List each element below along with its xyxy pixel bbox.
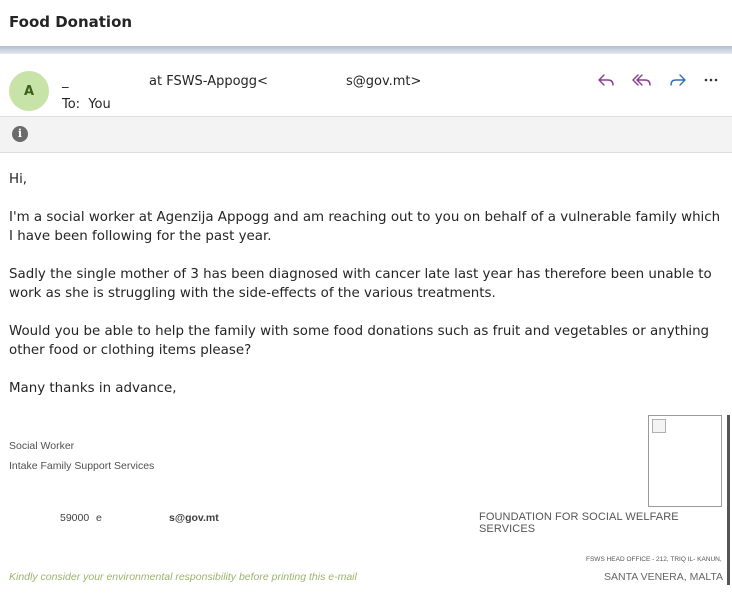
- office-city: SANTA VENERA, MALTA: [604, 571, 724, 583]
- office-address: FSWS HEAD OFFICE - 212, TRIQ IL- KANUN,: [586, 556, 722, 563]
- signature-email[interactable]: s@gov.mt: [169, 512, 219, 524]
- more-options-button[interactable]: [700, 68, 722, 92]
- avatar-initial: A: [23, 83, 35, 99]
- signature-phone: 59000: [60, 512, 90, 524]
- sender-name-prefix: _: [62, 74, 69, 89]
- environment-note: Kindly consider your environmental responsibility before printing this e-mail: [9, 571, 357, 583]
- info-icon[interactable]: i: [12, 126, 28, 142]
- body-paragraph: I'm a social worker at Agenzija Appogg and am reaching out to you on behalf of a vulnerable family which I have been following for the past year.: [9, 209, 721, 244]
- sender-line[interactable]: [62, 74, 421, 89]
- sender-avatar[interactable]: [9, 71, 49, 111]
- signature-department: Intake Family Support Services: [9, 460, 155, 472]
- reply-all-button[interactable]: [624, 68, 660, 92]
- body-paragraph: Sadly the single mother of 3 has been diagnosed with cancer late last year has therefore been unable to work as she is struggling with the side-effects of the various treatments.: [9, 266, 712, 301]
- signature-role: Social Worker: [9, 440, 75, 452]
- foundation-name: FOUNDATION FOR SOCIAL WELFARE SERVICES: [479, 511, 679, 535]
- forward-button[interactable]: [660, 68, 696, 92]
- greeting: Hi,: [9, 172, 28, 187]
- reply-button[interactable]: [588, 68, 624, 92]
- more-horizontal-icon: [704, 78, 718, 82]
- reply-icon: [596, 72, 616, 88]
- header-divider-band: [0, 46, 732, 54]
- sender-email: s@gov.mt>: [345, 74, 422, 89]
- signature-email-label: e: [96, 512, 102, 524]
- subject-bar: [0, 0, 732, 46]
- email-subject: Food Donation: [9, 13, 133, 31]
- sender-name-suffix: at FSWS-Appogg<: [149, 74, 268, 89]
- signature-logo-placeholder: [648, 415, 722, 507]
- broken-image-icon: [652, 419, 666, 433]
- to-value[interactable]: You: [88, 97, 111, 112]
- message-body: [9, 170, 725, 416]
- signature-divider: [727, 415, 730, 585]
- message-actions: [588, 68, 696, 92]
- info-bar: [0, 116, 732, 153]
- forward-icon: [668, 72, 688, 88]
- body-paragraph: Would you be able to help the family with some food donations such as fruit and vegetables or anything other food or clothing items please?: [9, 323, 710, 358]
- closing: Many thanks in advance,: [9, 380, 177, 396]
- recipient-line: [62, 97, 111, 112]
- reply-all-icon: [632, 72, 652, 88]
- to-label: To:: [62, 97, 81, 112]
